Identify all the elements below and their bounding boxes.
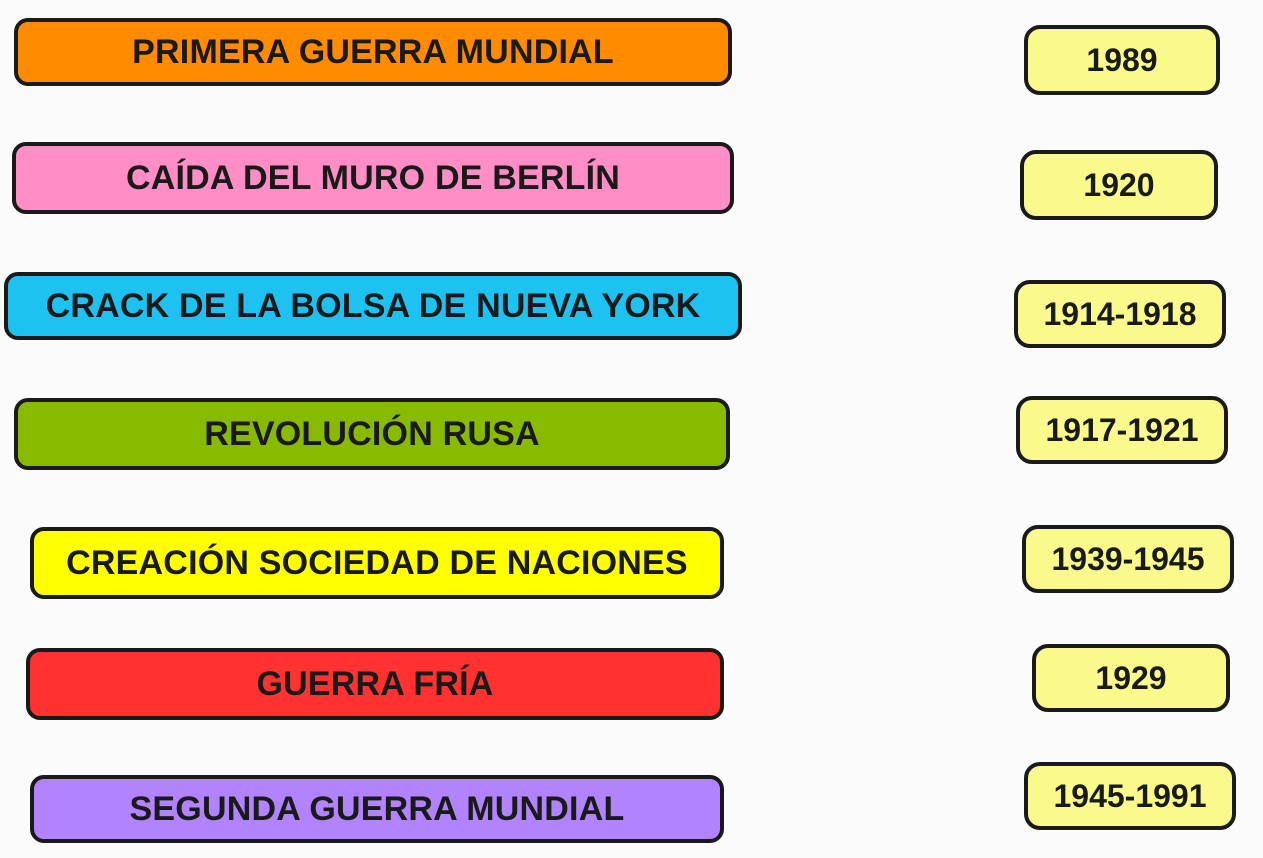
year-card-1939-1945[interactable] [1022,525,1234,593]
year-label: 1917-1921 [1045,411,1199,448]
event-label: PRIMERA GUERRA MUNDIAL [132,32,614,71]
year-label: 1920 [1083,166,1155,203]
event-label: REVOLUCIÓN RUSA [204,414,540,453]
year-label: 1989 [1086,41,1158,78]
year-card-1929[interactable] [1032,644,1230,712]
year-label: 1914-1918 [1043,295,1197,332]
year-card-1945-1991[interactable] [1024,762,1236,830]
event-label: CAÍDA DEL MURO DE BERLÍN [125,158,621,197]
event-card-crack-bolsa-nueva-york[interactable] [4,272,742,340]
year-card-1914-1918[interactable] [1014,280,1226,348]
event-label: SEGUNDA GUERRA MUNDIAL [129,789,625,828]
event-card-revolucion-rusa[interactable] [14,398,730,470]
event-label: CREACIÓN SOCIEDAD DE NACIONES [66,543,688,582]
event-card-primera-guerra-mundial[interactable] [14,18,732,86]
year-card-1917-1921[interactable] [1016,396,1228,464]
event-card-caida-muro-berlin[interactable] [12,142,734,214]
year-label: 1929 [1095,659,1167,696]
event-card-creacion-sociedad-naciones[interactable] [30,527,724,599]
year-card-1920[interactable] [1020,150,1218,220]
year-label: 1945-1991 [1053,777,1207,814]
year-label: 1939-1945 [1051,540,1205,577]
event-label: CRACK DE LA BOLSA DE NUEVA YORK [45,286,701,325]
event-card-segunda-guerra-mundial[interactable] [30,775,724,843]
event-card-guerra-fria[interactable] [26,648,724,720]
event-label: GUERRA FRÍA [256,664,494,703]
year-card-1989[interactable] [1024,25,1220,95]
